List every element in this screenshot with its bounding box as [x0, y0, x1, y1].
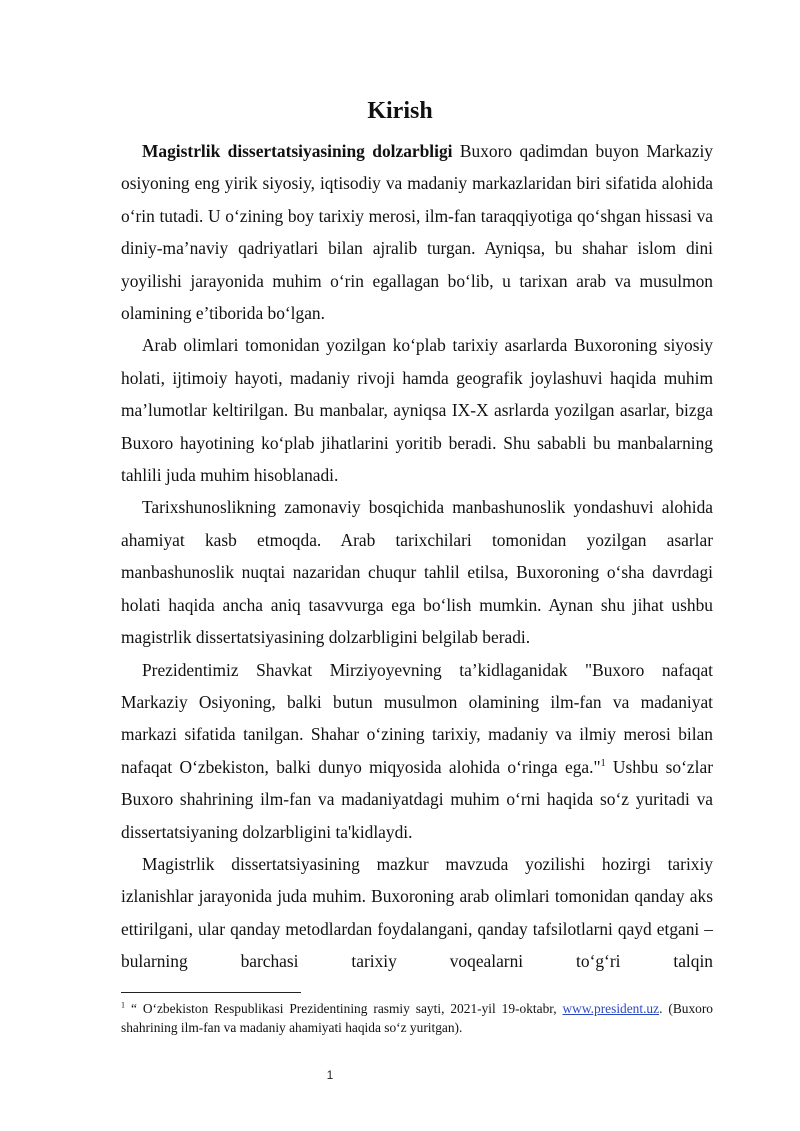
paragraph-2 — [121, 329, 713, 491]
paragraph-text: Tarixshunoslikning zamonaviy bosqichida manbashunoslik yondashuvi alohida ahamiyat kasb etmoqda. Arab tarixchilari tomonidan yozilgan asarlar manbashunoslik nuqtai nazaridan chuqur tahlil etilsa, Buxoroning o‘sha davrdagi holati haqida ancha aniq tasavvurga ega bo‘lish mumkin. Aynan shu jihat ushbu magistrlik dissertatsiyasining dolzarbligini belgilab beradi. — [121, 497, 713, 648]
footnote-link[interactable]: www.president.uz — [562, 1001, 660, 1016]
paragraph-4 — [121, 654, 713, 848]
footnote-text-end: . (Buxoro shahrining ilm-fan va madaniy ahamiyati haqida so‘z yuritgan). — [121, 1001, 714, 1035]
footnote — [121, 999, 713, 1037]
footnote-separator — [121, 992, 301, 993]
paragraph-3 — [121, 491, 713, 653]
paragraph-text: Arab olimlari tomonidan yozilgan ko‘plab tarixiy asarlarda Buxoroning siyosiy holati, ijtimoiy hayoti, madaniy rivoji hamda geografik joylashuvi haqida muhim ma’lumotlar keltirilgan. Bu manbalar, ayniqsa IX-X asrlarda yozilgan asarlar, bizga Buxoro hayotining ko‘plab jihatlarini yoritib beradi. Shu sababli bu manbalarning tahlili juda muhim hisoblanadi. — [121, 335, 713, 486]
footnote-text: “ O‘zbekiston Respublikasi Prezidentining rasmiy sayti, 2021-yil 19-oktabr, — [125, 1001, 563, 1016]
footnote-reference[interactable]: 1 — [600, 757, 606, 769]
paragraph-5 — [121, 848, 713, 978]
paragraph-text: Buxoro qadimdan buyon Markaziy osiyoning eng yirik siyosiy, iqtisodiy va madaniy markazlaridan biri sifatida alohida o‘rin tutadi. U o‘zining boy tarixiy merosi, ilm-fan taraqqiyotiga qo‘shgan hissasi va diniy-ma’naviy qadriyatlari bilan ajralib turgan. Ayniqsa, bu shahar islom dini yoyilishi jarayonida muhim o‘rin egallagan bo‘lib, u tarixan arab va musulmon olamining e’tiborida bo‘lgan. — [121, 141, 713, 324]
paragraph-1 — [121, 135, 713, 329]
paragraph-text: Magistrlik dissertatsiyasining mazkur mavzuda yozilishi hozirgi tarixiy izlanishlar jarayonida juda muhim. Buxoroning arab olimlari tomonidan qanday aks ettirilgani, ular qanday metodlardan foydalangani, qanday tafsilotlarni qayd etgani – bularning barchasi tarixiy voqealarni to‘g‘ri talqin — [121, 853, 713, 972]
paragraph-lead: Magistrlik dissertatsiyasining dolzarbligi — [142, 141, 453, 161]
paragraph-text: Ushbu so‘zlar Buxoro shahrining ilm-fan va madaniyatdagi muhim o‘rni haqida so‘z yuritadi va dissertatsiyaning dolzarbligini ta'kidlaydi. — [121, 756, 713, 842]
page-title: Kirish — [367, 98, 433, 124]
paragraph-text: Prezidentimiz Shavkat Mirziyoyevning ta’kidlaganidak "Buxoro nafaqat Markaziy Osiyoning, balki butun musulmon olamining ilm-fan va madaniyat markazi sifatida tanilgan. Shahar o‘zining tarixiy, madaniy va ilmiy merosi bilan nafaqat O‘zbekiston, balki dunyo miqyosida alohida o‘ringa ega." — [121, 659, 713, 777]
page-number: 1 — [326, 1068, 334, 1082]
footnote-marker: 1 — [121, 1000, 125, 1010]
body-text — [121, 135, 713, 978]
